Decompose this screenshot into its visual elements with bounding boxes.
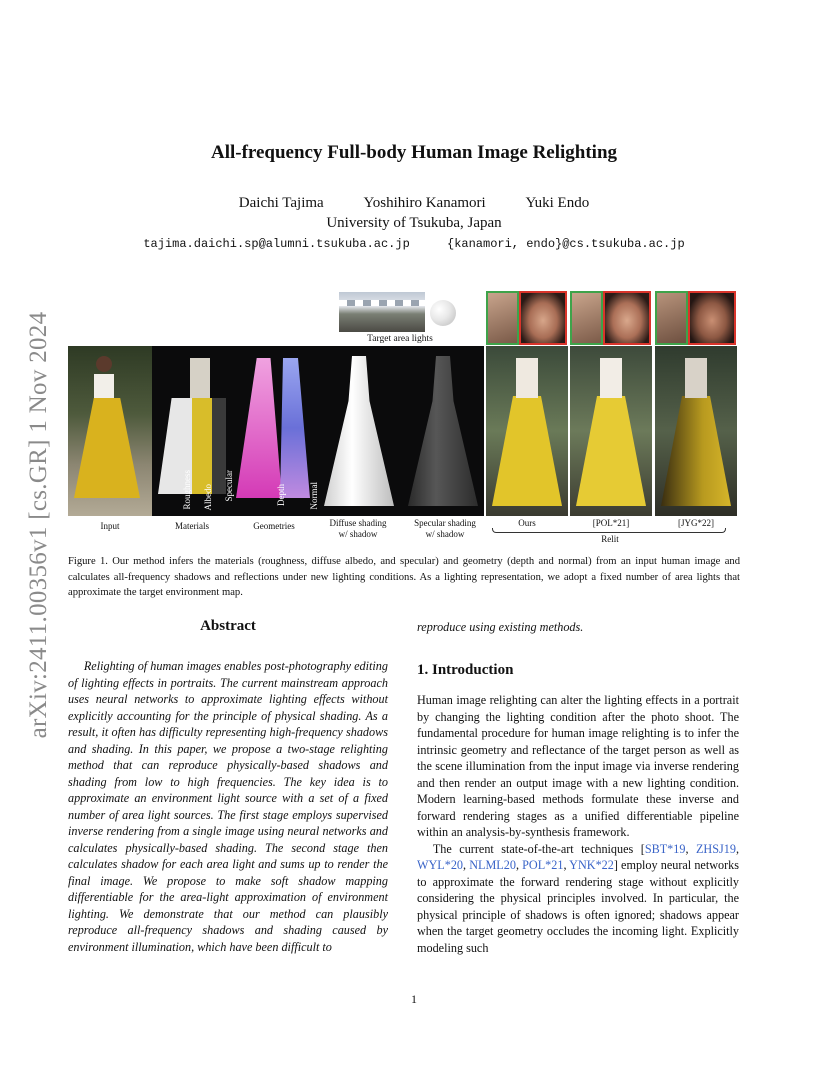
materials-image — [152, 346, 232, 516]
roughness-label: Roughness — [182, 470, 192, 510]
citation-link[interactable]: YNK*22 — [569, 858, 614, 872]
paper-title: All-frequency Full-body Human Image Relighting — [210, 142, 618, 163]
pol21-label: [POL*21] — [592, 518, 630, 528]
email: {kanamori, endo}@cs.tsukuba.ac.jp — [447, 237, 685, 251]
crop-red — [688, 291, 736, 345]
citation-link[interactable]: WYL*20 — [417, 858, 464, 872]
specular-shading-image — [400, 346, 484, 516]
light-sphere — [430, 300, 456, 326]
abstract-text: Relighting of human images enables post-photography editing of lighting effects in portraits. The current mainstream approach uses neural networks to approximate lighting effects without explicitly accounting for the principle of physical shading. As a result, it often has difficulty representing high-frequency shadows and shading. In this paper, we propose a two-stage relighting method that can reproduce physically-based shadows and shading from low to high frequencies. The key idea is to approximate an environment light source with a set of a fixed number of area light sources. The first stage employs supervised inverse rendering from a single image using neural networks and calculates physically-based shading. The second stage then calculates shadow for each area light and sums up to render the final image. We propose to make soft shadow mapping differentiable for the area-light approximation of environment lighting. We demonstrate that our method can plausibly reproduce all-frequency shadows and shading caused by environment illumination, which have been difficult to — [68, 659, 388, 954]
abstract-continuation: reproduce using existing methods. — [417, 620, 584, 634]
geometries-label: Geometries — [253, 521, 295, 531]
abstract-body — [68, 658, 388, 955]
relit-ours-image — [486, 346, 568, 516]
citation-link[interactable]: ZHSJ19 — [695, 841, 736, 856]
text: The current state-of-the-art techniques [ — [432, 841, 645, 856]
relit-pol21-image — [570, 346, 652, 516]
intro-paragraph: The current state-of-the-art techniques [SBT*19, ZHSJ19, WYL*20, NLML20, POL*21, YNK*22] employ neural networks to approximate the forward rendering stage without explicitly considering the physical principles involved. In particular, the physical principle of shadows is often ignored; shadows appear when the target geometry occludes the incoming light. Explicitly modeling such — [417, 841, 740, 955]
intro-body — [417, 692, 739, 956]
intro-paragraph: Human image relighting can alter the lighting effects in a portrait by changing the lighting condition after the photo shoot. The fundamental procedure for human image relighting is to infer the intrinsic geometry and reflectance of the target person as well as the scene illumination from the input image via inverse rendering and then render an output image with a new lighting condition. Modern learning-based methods formulate these inverse and forward rendering stages as a unified differentiable pipeline within an analysis-by-synthesis framework. — [417, 693, 739, 839]
citation-link[interactable]: SBT*19 — [644, 841, 686, 856]
author: Daichi Tajima — [238, 195, 324, 211]
normal-label: Normal — [309, 482, 319, 510]
relit-jyg22-image — [655, 346, 737, 516]
email: tajima.daichi.sp@alumni.tsukuba.ac.jp — [143, 237, 410, 251]
citation-link[interactable]: POL*21 — [522, 858, 564, 872]
geometries-image — [232, 346, 316, 516]
relit-bracket — [492, 528, 726, 533]
materials-label: Materials — [175, 521, 209, 531]
environment-map-image — [339, 292, 425, 332]
ours-label: Ours — [518, 518, 536, 528]
crop-red — [519, 291, 567, 345]
diffuse-label: Diffuse shading w/ shadow — [329, 518, 387, 539]
jyg22-label: [JYG*22] — [678, 518, 714, 528]
input-image — [68, 346, 152, 516]
affiliation: University of Tsukuba, Japan — [326, 215, 502, 231]
albedo-label: Albedo — [203, 484, 213, 511]
relit-label: Relit — [601, 534, 619, 544]
specular-map-label: Specular — [224, 470, 234, 502]
abstract-heading: Abstract — [200, 618, 256, 634]
diffuse-shading-image — [316, 346, 400, 516]
target-area-lights-label: Target area lights — [367, 334, 433, 344]
intro-heading: 1. Introduction — [417, 662, 514, 678]
crop-green — [486, 291, 519, 345]
specular-label: Specular shading w/ shadow — [414, 518, 476, 539]
citation-link[interactable]: NLML20 — [469, 858, 516, 872]
crop-green — [570, 291, 603, 345]
depth-label: Depth — [276, 484, 286, 506]
text: ] employ neural networks to approximate the forward rendering stage without explicitly considering the physical principles involved. In particular, the physical principle of shadows is often ignored; shadows appear when the target geometry occludes the incoming light. Explicitly modeling such — [417, 858, 740, 955]
crop-green — [655, 291, 688, 345]
author: Yuki Endo — [525, 195, 590, 211]
input-label: Input — [100, 521, 120, 531]
page-number: 1 — [411, 992, 417, 1006]
crop-red — [603, 291, 651, 345]
figure-caption: Figure 1. Our method infers the materials (roughness, diffuse albedo, and specular) and geometry (depth and normal) from an input human image and calculates all-frequency shadows and reflections under new lighting conditions. As a lighting representation, we adopt a fixed number of area lights that approximate the target environment map. — [68, 556, 740, 598]
arxiv-id: arXiv:2411.00356v1 [cs.GR] 1 Nov 2024 — [25, 311, 52, 739]
author: Yoshihiro Kanamori — [363, 195, 486, 211]
